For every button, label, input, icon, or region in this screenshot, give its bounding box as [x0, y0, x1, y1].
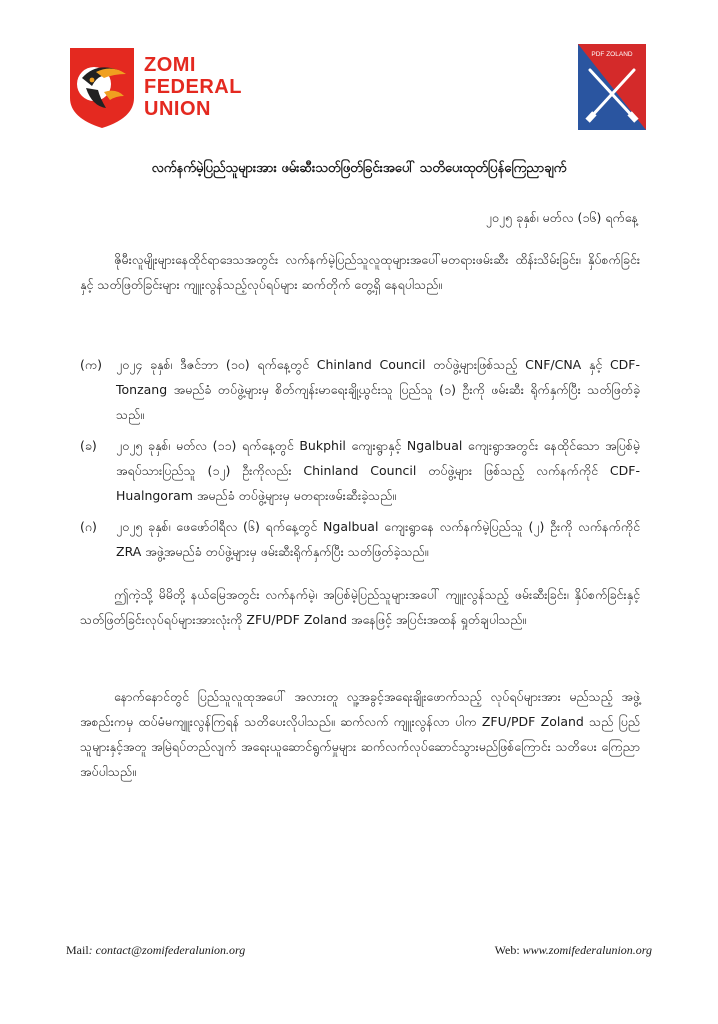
list-item: [80, 514, 640, 564]
incident-text: ၂၀၂၄ ခုနှစ်၊ ဒီဇင်ဘာ (၁၀) ရက်နေ့တွင် Chinland Council တပ်ဖွဲ့များဖြစ်သည့် CNF/CNA နှင့် CDF-Tonzang အမည်ခံ တပ်ဖွဲ့များမှ စိတ်ကျန်းမာရေးချို့ယွင်းသူ ပြည်သူ (၁) ဦးကို ဖမ်းဆီး ရိုက်နှက်ပြီး သတ်ဖြတ်ခဲ့သည်။: [116, 357, 640, 422]
list-marker: (က): [80, 357, 102, 372]
condemnation-paragraph: ဤကဲ့သို့ မိမိတို့ နယ်မြေအတွင်း လက်နက်မဲ့၊ အပြစ်မဲ့ပြည်သူများအပေါ် ကျူးလွန်သည့် ဖမ်းဆီးခြင်း၊ နှိပ်စက်ခြင်းနှင့် သတ်ဖြတ်ခြင်းလုပ်ရပ်များအားလုံးကို ZFU/PDF Zoland အနေဖြင့် အပြင်းအထန် ရှုတ်ချပါသည်။: [80, 587, 640, 627]
list-item: [80, 433, 640, 508]
list-marker: (ခ): [80, 438, 97, 453]
intro-paragraph: ဇိုမီးလူမျိုးများနေထိုင်ရာဒေသအတွင်း လက်နက်မဲ့ပြည်သူလူထုများအပေါ်မတရားဖမ်းဆီး ထိန်းသိမ်းခြင်း၊ နှိပ်စက်ခြင်းနှင့် သတ်ဖြတ်ခြင်းများ ကျူးလွန်သည့်လုပ်ရပ်များ ဆက်တိုက် တွေ့ရှိ နေရပါသည်။: [80, 252, 640, 292]
incident-text: ၂၀၂၅ ခုနှစ်၊ မတ်လ (၁၁) ရက်နေ့တွင် Bukphil ကျေးရွာနှင့် Ngalbual ကျေးရွာအတွင်း နေထိုင်သော အပြစ်မဲ့အရပ်သားပြည်သူ (၁၂) ဦးကိုလည်း Chinland Council တပ်ဖွဲ့များ ဖြစ်သည့် လက်နက်ကိုင် CDF-Hualngoram အမည်ခံ တပ်ဖွဲ့များမှ မတရားဖမ်းဆီးခဲ့သည်။: [116, 438, 640, 503]
list-item: [80, 352, 640, 427]
crossed-rifles-flag-icon: [578, 44, 646, 130]
warning-paragraph: နောက်နောင်တွင် ပြည်သူလူထုအပေါ် အလားတူ လူ့အခွင့်အရေးချိုးဖောက်သည့် လုပ်ရပ်များအား မည်သည့် အဖွဲ့အစည်းကမှ ထပ်မံမကျူးလွန်ကြရန် သတိပေးလိုပါသည်။ ဆက်လက် ကျူးလွန်လာ ပါက ZFU/PDF Zoland သည် ပြည်သူများနှင့်အတူ အမြဲရပ်တည်လျက် အရေးယူဆောင်ရွက်မှုများ ဆက်လက်လုပ်ဆောင်သွားမည်ဖြစ်ကြောင်း သတိပေး ကြေညာအပ်ပါသည်။: [80, 689, 640, 779]
footer-web: [495, 943, 652, 958]
logo-wordmark: [144, 54, 242, 120]
list-marker: (ဂ): [80, 519, 97, 534]
mail-link[interactable]: : contact@zomifederalunion.org: [88, 943, 246, 957]
logo-line-2: FEDERAL: [144, 76, 242, 98]
footer-mail: [66, 943, 245, 958]
logo-line-3: UNION: [144, 98, 211, 120]
logo-line-1: ZOMI: [144, 54, 196, 76]
hornbill-shield-icon: [66, 44, 138, 130]
web-link[interactable]: www.zomifederalunion.org: [522, 943, 652, 957]
statement-title: လက်နက်မဲ့ပြည်သူများအား ဖမ်းဆီးသတ်ဖြတ်ခြင်းအပေါ် သတိပေးထုတ်ပြန်ကြေညာချက်: [151, 161, 567, 176]
mail-label: Mail: [66, 943, 89, 957]
logo-caption: PDF ZOLAND: [591, 51, 633, 58]
web-label: Web:: [494, 943, 523, 957]
incident-text: ၂၀၂၅ ခုနှစ်၊ ဖေဖော်ဝါရီလ (၆) ရက်နေ့တွင် Ngalbual ကျေးရွာနေ လက်နက်မဲ့ပြည်သူ (၂) ဦးကို လက်နက်ကိုင် ZRA အဖွဲ့အမည်ခံ တပ်ဖွဲ့များမှ ဖမ်းဆီးရိုက်နှက်ပြီး သတ်ဖြတ်ခဲ့သည်။: [116, 519, 640, 559]
incident-list: [80, 352, 640, 570]
statement-date: ၂၀၂၅ ခုနှစ်၊ မတ်လ (၁၆) ရက်နေ့: [485, 210, 638, 225]
pdf-zoland-logo: [578, 44, 646, 130]
zomi-federal-union-logo: [66, 44, 276, 130]
